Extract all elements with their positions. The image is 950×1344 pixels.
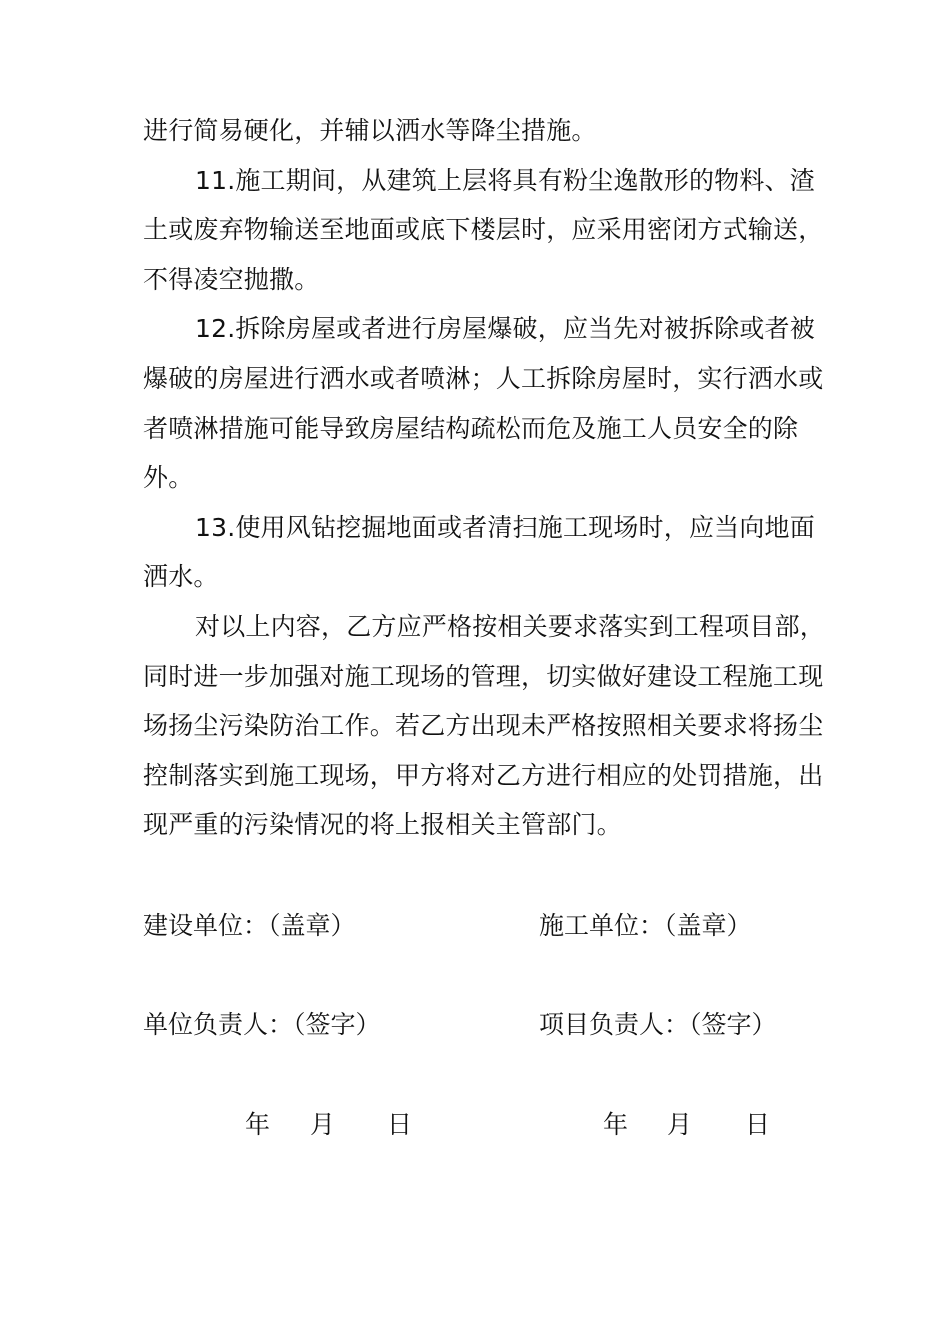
contractor-date-month: 月 xyxy=(667,1110,693,1139)
contractor-seal-label: 施工单位：（盖章） xyxy=(539,911,752,940)
paragraph-item-13: 13.使用风钻挖掘地面或者清扫施工现场时，应当向地面洒水。 xyxy=(143,512,815,592)
construction-owner-seal-label: 建设单位：（盖章） xyxy=(143,911,356,940)
paragraph-continuation: 进行简易硬化，并辅以洒水等降尘措施。 xyxy=(143,116,597,145)
contractor-date-day: 日 xyxy=(745,1110,771,1139)
contractor-date-year: 年 xyxy=(603,1110,629,1139)
paragraph-item-12: 12.拆除房屋或者进行房屋爆破，应当先对被拆除或者被爆破的房屋进行洒水或者喷淋；人工拆除房屋时，实行洒水或者喷淋措施可能导致房屋结构疏松而危及施工人员安全的除外。 xyxy=(143,314,824,493)
owner-representative-signature-label: 单位负责人：（签字） xyxy=(143,1010,381,1039)
owner-date-day: 日 xyxy=(387,1110,413,1139)
owner-date-year: 年 xyxy=(245,1110,271,1139)
contract-body xyxy=(143,106,833,850)
owner-date-month: 月 xyxy=(310,1110,336,1139)
paragraph-summary: 对以上内容，乙方应严格按相关要求落实到工程项目部，同时进一步加强对施工现场的管理，切实做好建设工程施工现场扬尘污染防治工作。若乙方出现未严格按照相关要求将扬尘控制落实到施工现场，甲方将对乙方进行相应的处罚措施，出现严重的污染情况的将上报相关主管部门。 xyxy=(143,611,826,840)
project-manager-signature-label: 项目负责人：（签字） xyxy=(539,1010,777,1039)
paragraph-item-11: 11.施工期间，从建筑上层将具有粉尘逸散形的物料、渣土或废弃物输送至地面或底下楼层时，应采用密闭方式输送，不得凌空抛撒。 xyxy=(143,165,824,294)
